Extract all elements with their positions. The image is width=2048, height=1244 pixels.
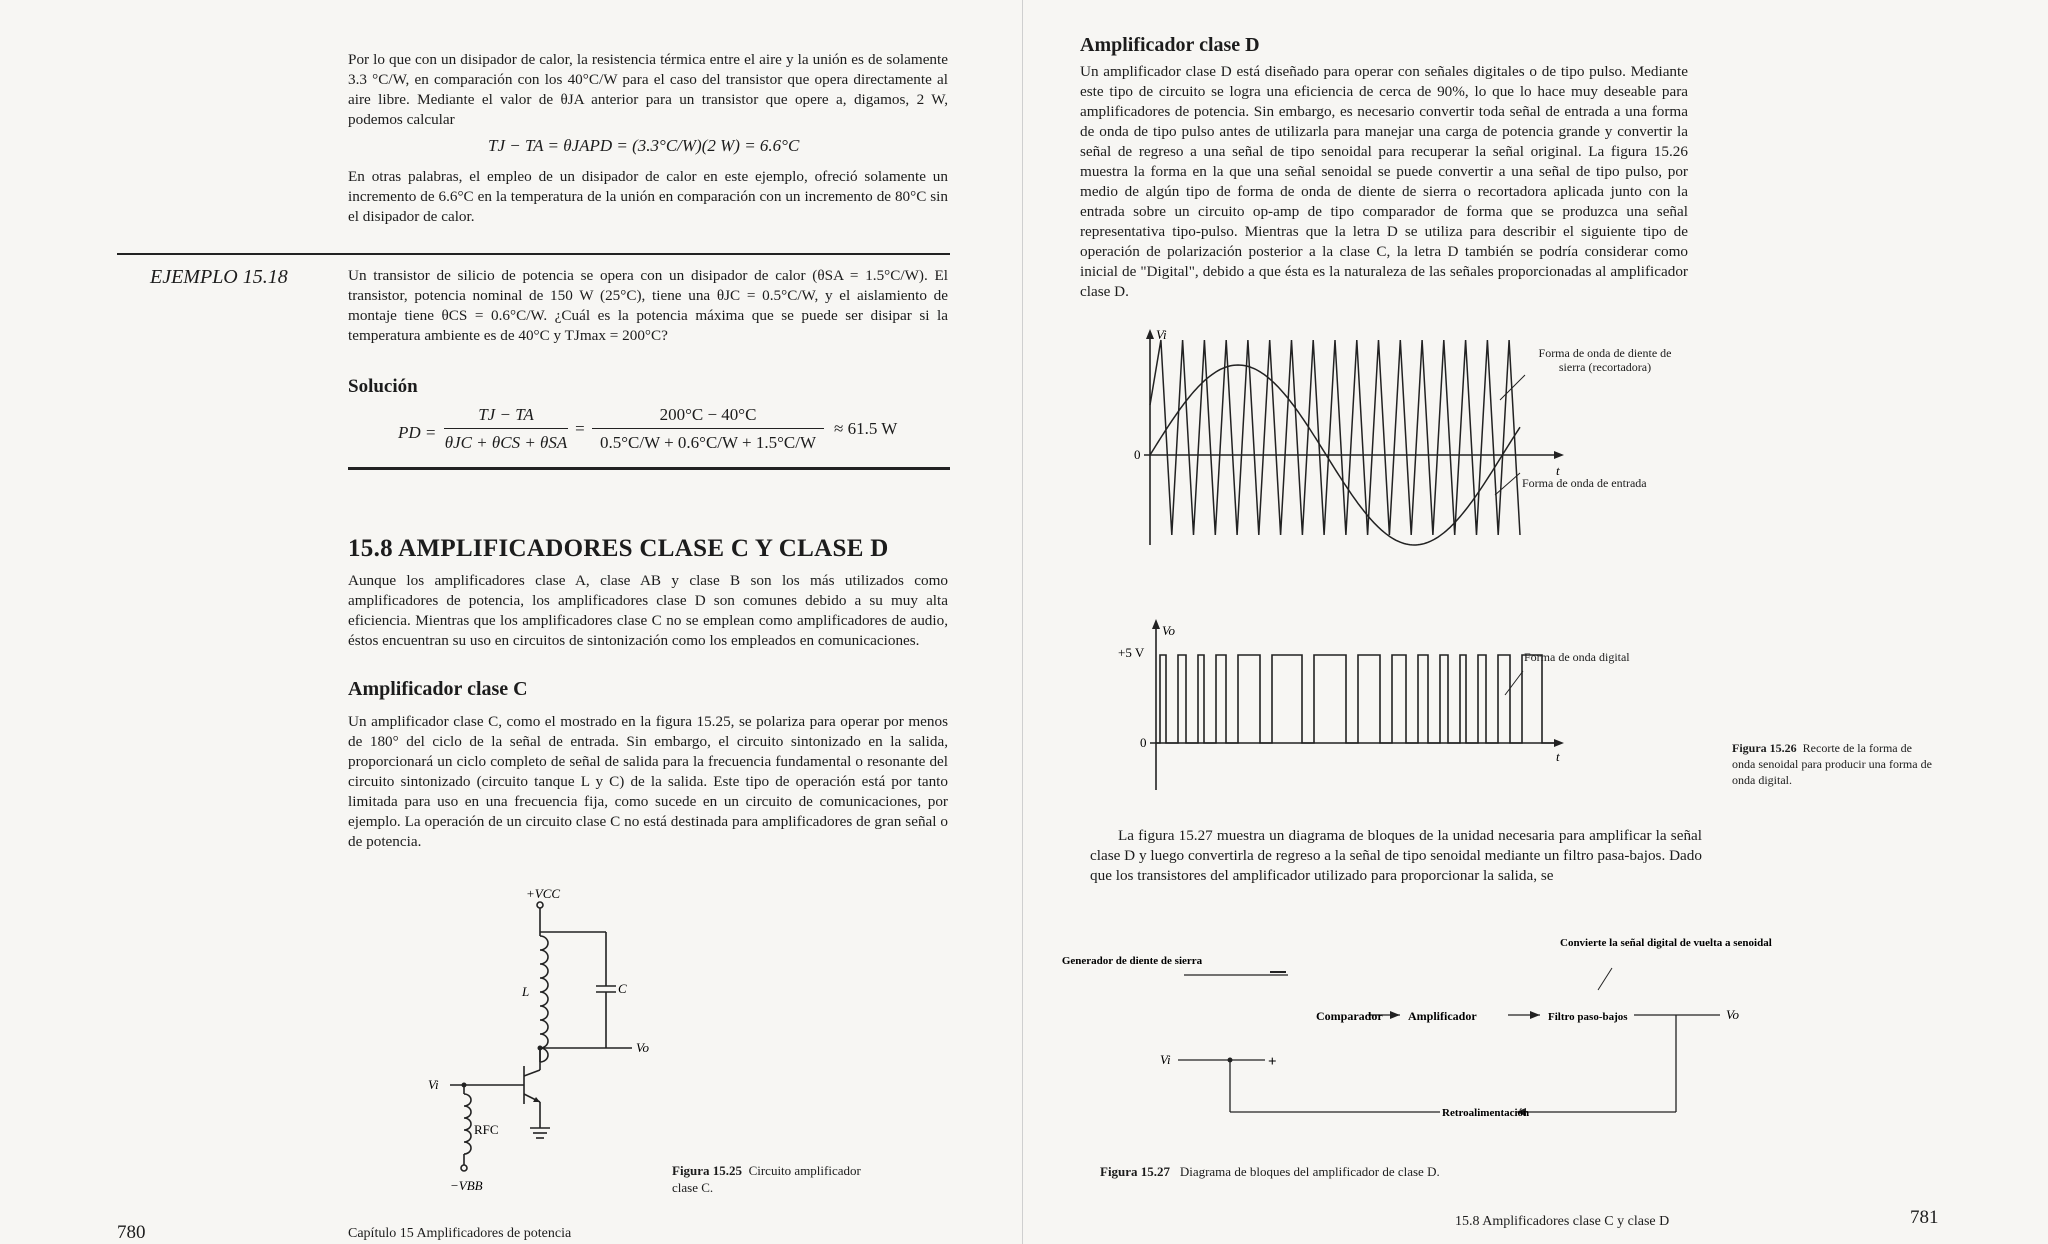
intro-paragraph: Por lo que con un disipador de calor, la resistencia térmica entre el aire y la unión es de solamente 3.3 °C/W, en comparación con los 40°C/W para el caso del transistor que opera directamente al aire libre. Mediante el valor de θJA anterior para un transistor que opere a, digamos, 2 W, podemos calcular: [348, 51, 948, 128]
class-c-circuit-diagram: [420, 880, 660, 1200]
output-label: Vo: [636, 1040, 649, 1055]
digital-waveform-label: Forma de onda digital: [1524, 650, 1630, 664]
figure-15-25-text: Circuito amplificador clase C.: [672, 1163, 861, 1195]
saw-generator-label: [1062, 955, 1203, 967]
input-label: Vi: [428, 1077, 439, 1092]
comp-amp-arrow-icon: [1390, 1011, 1400, 1019]
figure-15-26-text: Recorte de la forma de onda senoidal para producir una forma de onda digital.: [1732, 741, 1932, 787]
equation-denominator-values: 0.5°C/W + 0.6°C/W + 1.5°C/W: [599, 433, 817, 452]
example-label: EJEMPLO 15.18: [150, 266, 288, 288]
digital-waveform: [1156, 655, 1554, 743]
figure-15-27-caption: [1100, 1164, 1440, 1180]
rfc-label: RFC: [474, 1122, 499, 1137]
example-paragraph: Un transistor de silicio de potencia se opera con un disipador de calor (θSA = 1.5°C/W). El transistor, potencia nominal de 150 W (25°C), tiene una θJC = 0.5°C/W, y el aislamiento de montaje tiene θCS = 0.6°C/W. ¿Cuál es la potencia máxima que se puede ser disipar si la temperatura ambiente es de 40°C y TJmax = 200°C?: [348, 267, 948, 344]
graph1-ylabel: Vi: [1156, 327, 1167, 342]
equation-junction-temp: TJ − TA = θJAPD = (3.3°C/W)(2 W) = 6.6°C: [488, 136, 800, 155]
plus-sign-label: +: [1268, 1054, 1277, 1070]
filter-callout-line: [1598, 968, 1612, 990]
graph1-x-arrow-icon: [1554, 451, 1564, 459]
input-callout-line: [1495, 473, 1520, 495]
class-d-paragraph: Un amplificador clase D está diseñado para operar con señales digitales o de tipo pulso. Mediante este tipo de circuito se logra una eficiencia de cerca de 90%, lo que lo hace muy deseable para amplificadores de potencia. Sin embargo, es necesario convertir toda señal de entrada a una forma de onda de tipo pulso antes de utilizarla para manejar una carga de potencia grande y convertir la señal de regreso a una señal de tipo senoidal para recuperar la señal original. La figura 15.26 muestra la forma en la que una señal senoidal se puede convertir a una señal de tipo pulso, por medio de algún tipo de forma de onda de diente de sierra o recortadora aplicada junto con la entrada sobre un circuito op-amp de tipo comparador de forma que se produzca una señal representativa tipo-pulso. Mientras que la letra D se utiliza para describir el siguiente tipo de operación de polarización posterior a la clase C, la letra D también se podría considerar como inicial de "Digital", debido a que ésta es la naturaleza de las señales proporcionadas al amplificador clase D.: [1080, 63, 1688, 300]
comparator-label: Comparador: [1316, 1009, 1383, 1023]
block-output-label: Vo: [1726, 1007, 1739, 1022]
fraction-bar-1: [444, 428, 568, 429]
vbb-label: −VBB: [450, 1178, 483, 1193]
example-bottom-rule: [348, 467, 950, 470]
block-input-label: Vi: [1160, 1052, 1171, 1067]
after-equation-paragraph: En otras palabras, el empleo de un disipador de calor en este ejemplo, ofreció solamente un incremento de 6.6°C en la temperatura de la unión en comparación con un incremento de 80°C sin el disipador de calor.: [348, 168, 948, 225]
figure-15-26-caption: [1732, 740, 1932, 788]
convert-note-label: Convierte la señal digital de vuelta a senoidal: [1560, 937, 1772, 949]
sawtooth-waveform: [1150, 340, 1520, 535]
graph2-origin: 0: [1140, 735, 1147, 750]
page-gutter: [1022, 0, 1023, 1244]
equation-equals: =: [574, 419, 586, 438]
class-c-paragraph: Un amplificador clase C, como el mostrado en la figura 15.25, se polariza para operar por menos de 180° del ciclo de la señal de entrada. Sin embargo, el circuito sintonizado en la salida, proporcionará un ciclo completo de señal de salida para la frecuencia fundamental o resonante del circuito sintonizado (circuito tanque L y C) de la salida. Este tipo de operación está por tanto limitada para uso en una frecuencia fija, como sucede en un circuito de comunicaciones, por ejemplo. La operación de un circuito clase C no está destinada para amplificadores de gran señal o de potencia.: [348, 713, 948, 850]
block-diagram-paragraph: La figura 15.27 muestra un diagrama de bloques de la unidad necesaria para amplificar la señal clase D y luego convertirla de regreso a la señal de tipo senoidal mediante un filtro pasa-bajos. Dado que los transistores del amplificador utilizado para proporcionar la salida, se: [1090, 827, 1702, 884]
graph2-level-label: +5 V: [1118, 645, 1145, 660]
figure-15-25-caption: [672, 1162, 872, 1196]
feedback-label: Retroalimentación: [1442, 1107, 1530, 1119]
fraction-bar-2: [592, 428, 824, 429]
digital-callout-line: [1505, 671, 1523, 695]
saw-generator-text: Generador de diente de sierra: [1061, 955, 1203, 967]
graph1-y-arrow-icon: [1146, 329, 1154, 339]
figure-15-26-label: Figura 15.26: [1732, 741, 1797, 755]
section-paragraph: Aunque los amplificadores clase A, clase AB y clase B son los más utilizados como amplificadores de potencia, los amplificadores clase D son comunes debido a su muy alta eficiencia. Mientras que los amplificadores clase C no se emplean como amplificadores de audio, éstos encuentran su uso en circuitos de sintonización como los empleados en comunicaciones.: [348, 572, 948, 649]
capacitor-label: C: [618, 981, 627, 996]
equation-denominator: θJC + θCS + θSA: [444, 433, 568, 452]
inductor-label: L: [522, 984, 530, 999]
figure-15-27-text: Diagrama de bloques del amplificador de clase D.: [1179, 1164, 1440, 1179]
amplifier-label: Amplificador: [1408, 1009, 1477, 1023]
section-title: 15.8 AMPLIFICADORES CLASE C Y CLASE D: [348, 535, 889, 562]
equation-pd-lhs: PD =: [398, 423, 437, 442]
equation-numerator-values: 200°C − 40°C: [659, 405, 757, 424]
graph2-y-arrow-icon: [1152, 619, 1160, 629]
graph1-xlabel: t: [1556, 463, 1560, 478]
class-d-heading: Amplificador clase D: [1080, 34, 1260, 56]
figure-15-27-block-diagram: [1061, 920, 1780, 1140]
figure-15-26-graph-digital: [1110, 615, 1630, 795]
graph1-origin: 0: [1134, 447, 1141, 462]
equation-numerator: TJ − TA: [478, 405, 534, 424]
left-footer: Capítulo 15 Amplificadores de potencia: [348, 1226, 572, 1241]
graph2-x-arrow-icon: [1554, 739, 1564, 747]
sawtooth-label: Forma de onda de diente de sierra (recortadora): [1538, 346, 1672, 374]
class-c-heading: Amplificador clase C: [348, 678, 528, 700]
graph2-ylabel: Vo: [1162, 623, 1175, 638]
figure-15-25-label: Figura 15.25: [672, 1163, 743, 1178]
amp-filter-arrow-icon: [1530, 1011, 1540, 1019]
example-top-rule: [117, 253, 950, 255]
solution-label: Solución: [348, 376, 418, 397]
right-footer: 15.8 Amplificadores clase C y clase D: [1455, 1214, 1670, 1229]
figure-15-27-label: Figura 15.27: [1100, 1164, 1171, 1179]
left-page-number: 780: [117, 1222, 146, 1243]
equation-result: ≈ 61.5 W: [834, 419, 898, 438]
graph2-xlabel: t: [1556, 749, 1560, 764]
input-waveform-label: Forma de onda de entrada: [1522, 476, 1647, 490]
filter-label: Filtro paso-bajos: [1548, 1011, 1628, 1023]
right-page-number: 781: [1910, 1207, 1939, 1228]
vcc-label: +VCC: [526, 886, 561, 901]
